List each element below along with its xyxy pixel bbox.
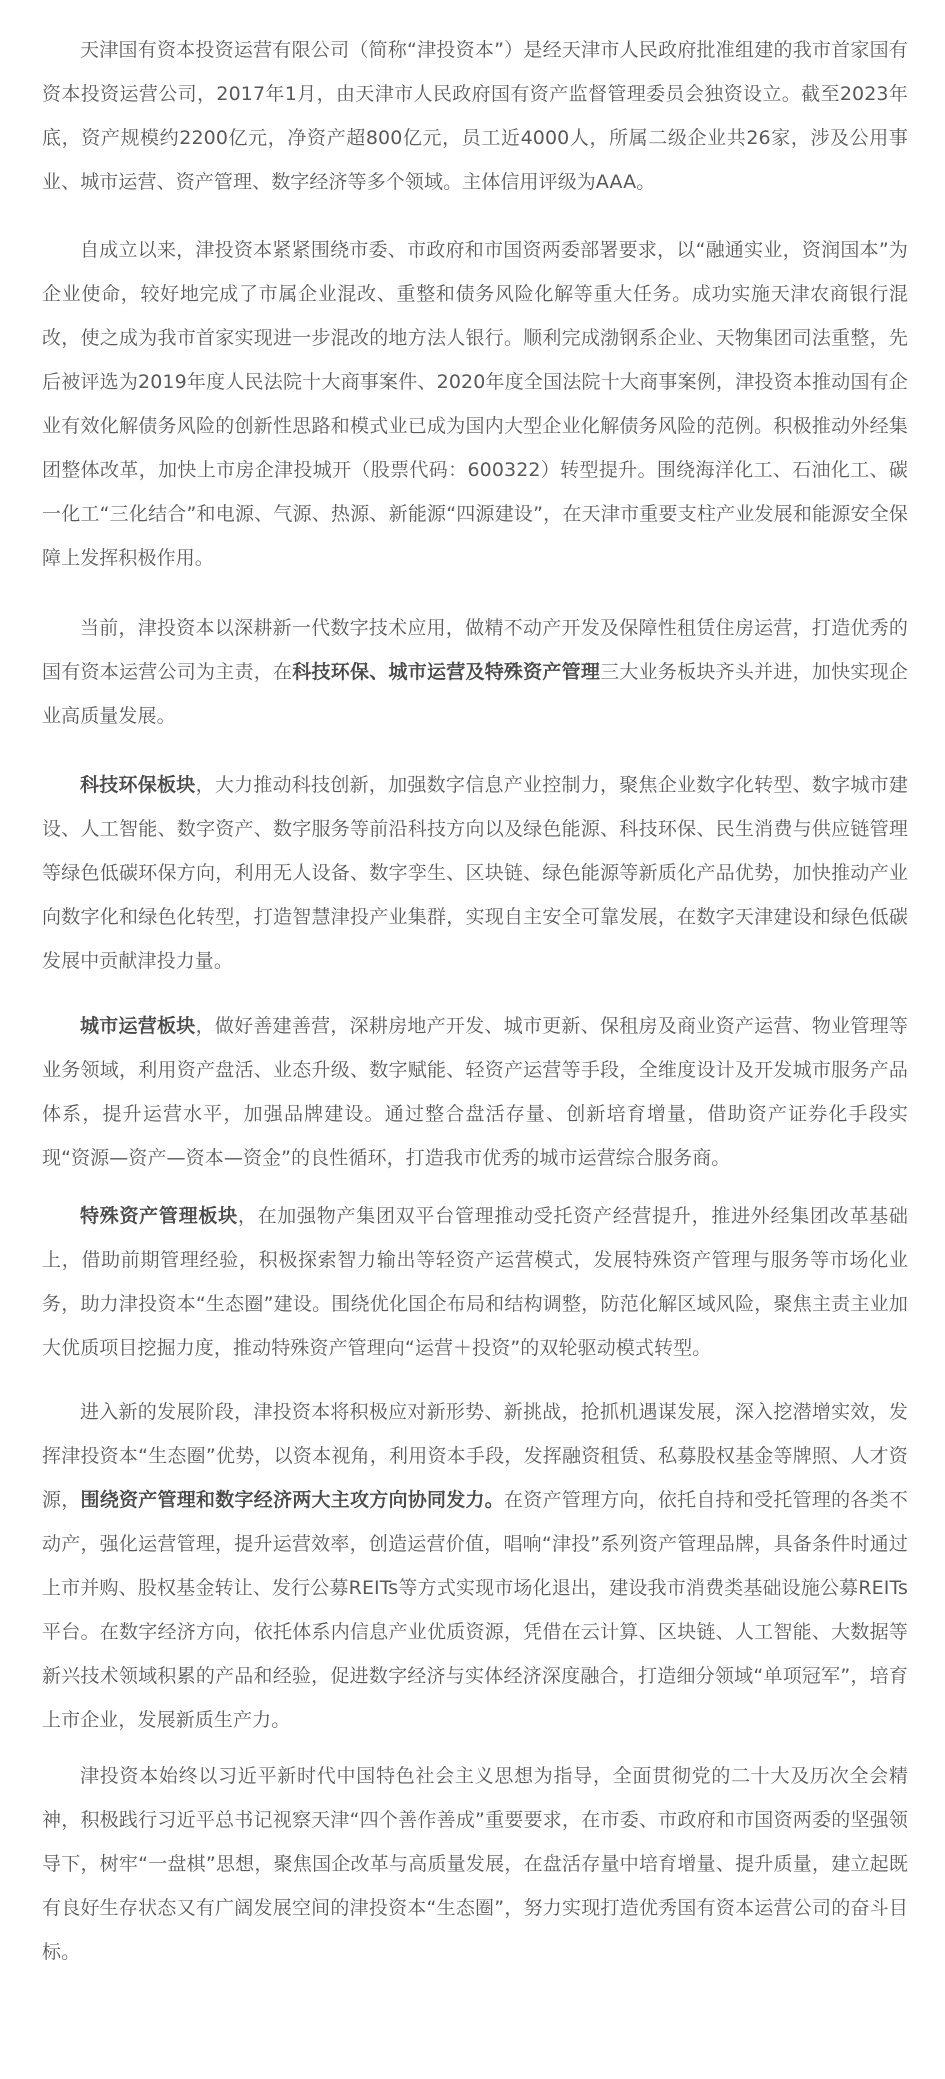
segment-heading-tech-environment: 科技环保板块 [80,774,196,796]
paragraph-text: 自成立以来，津投资本紧紧围绕市委、市政府和市国资两委部署要求，以“融通实业，资润国本”为企业使命，较好地完成了市属企业混改、重整和债务风险化解等重大任务。成功实施天津农商银行混改，使之成为我市首家实现进一步混改的地方法人银行。顺利完成渤钢系企业、天物集团司法重整，先后被评选为2019年度人民法院十大商事案件、2020年度全国法院十大商事案例，津投资本推动国有企业有效化解债务风险的创新性思路和模式业已成为国内大型企业化解债务风险的范例。积极推动外经集团整体改革，加快上市房企津投城开（股票代码：600322）转型提升。围绕海洋化工、石油化工、碳一化工“三化结合”和电源、气源、热源、新能源“四源建设”，在天津市重要支柱产业发展和能源安全保障上发挥积极作用。 [42,239,908,569]
paragraph-text-post: 三大业务板块齐头并进，加快实现企业高质量发展。 [42,661,908,727]
paragraph-text: ，大力推动科技创新，加强数字信息产业控制力，聚焦企业数字化转型、数字城市建设、人工智能、数字资产、数字服务等前沿科技方向以及绿色能源、科技环保、民生消费与供应链管理等绿色低碳环保方向，利用无人设备、数字孪生、区块链、绿色能源等新质化产品优势，加快推动产业向数字化和绿色化转型，打造智慧津投产业集群，实现自主安全可靠发展，在数字天津建设和绿色低碳发展中贡献津投力量。 [42,774,908,972]
segment-heading-city-operation: 城市运营板块 [80,1015,196,1037]
paragraph-text: ，做好善建善营，深耕房地产开发、城市更新、保租房及商业资产运营、物业管理等业务领域，利用资产盘活、业态升级、数字赋能、轻资产运营等手段，全维度设计及开发城市服务产品体系，提升运营水平，加强品牌建设。通过整合盘活存量、创新培育增量，借助资产证券化手段实现“资源—资产—资本—资金”的良性循环，打造我市优秀的城市运营综合服务商。 [42,1015,908,1169]
paragraph-text: ，在加强物产集团双平台管理推动受托资产经营提升，推进外经集团改革基础上，借助前期管理经验，积极探索智力输出等轻资产运营模式，发展特殊资产管理与服务等市场化业务，助力津投资本“生态圈”建设。围绕优化国企布局和结构调整，防范化解区域风险，聚焦主责主业加大优质项目挖掘力度，推动特殊资产管理向“运营＋投资”的双轮驱动模式转型。 [42,1205,908,1359]
paragraph-special-assets-segment [42,1194,908,1370]
paragraph-text-pre: 当前，津投资本以深耕新一代数字技术应用，做精不动产开发及保障性租赁住房运营，打造优秀的国有资本运营公司为主责，在 [42,617,908,683]
blank-footer-area [0,1880,945,2079]
paragraph-company-overview [42,28,908,204]
strategy-highlight: 围绕资产管理和数字经济两大主攻方向协同发力。 [80,1489,504,1511]
article-body [42,28,908,1974]
paragraph-text: 津投资本始终以习近平新时代中国特色社会主义思想为指导，全面贯彻党的二十大及历次全会精神，积极践行习近平总书记视察天津“四个善作善成”重要要求，在市委、市政府和市国资两委的坚强领导下，树牢“一盘棋”思想，聚焦国企改革与高质量发展，在盘活存量中培育增量、提升质量，建立起既有良好生存状态又有广阔发展空间的津投资本“生态圈”，努力实现打造优秀国有资本运营公司的奋斗目标。 [42,1765,908,1963]
paragraph-city-operation-segment [42,1004,908,1180]
paragraph-history [42,228,908,580]
paragraph-current-focus [42,606,908,738]
segment-heading-special-assets: 特殊资产管理板块 [80,1205,238,1227]
paragraph-tech-environment-segment [42,763,908,983]
paragraph-text: 天津国有资本投资运营有限公司（简称“津投资本”）是经天津市人民政府批准组建的我市首家国有资本投资运营公司，2017年1月，由天津市人民政府国有资产监督管理委员会独资设立。截至2023年底，资产规模约2200亿元，净资产超800亿元，员工近4000人，所属二级企业共26家，涉及公用事业、城市运营、资产管理、数字经济等多个领域。主体信用评级为AAA。 [42,39,908,193]
paragraph-text-pre: 进入新的发展阶段，津投资本将积极应对新形势、新挑战，抢抓机遇谋发展，深入挖潜增实效，发挥津投资本“生态圈”优势，以资本视角，利用资本手段，发挥融资租赁、私募股权基金等牌照、人才资源， [42,1401,908,1511]
paragraph-text-post: 在资产管理方向，依托自持和受托管理的各类不动产，强化运营管理，提升运营效率，创造运营价值，唱响“津投”系列资产管理品牌，具备条件时通过上市并购、股权基金转让、发行公募REITs等方式实现市场化退出，建设我市消费类基础设施公募REITs平台。在数字经济方向，依托体系内信息产业优质资源，凭借在云计算、区块链、人工智能、大数据等新兴技术领域积累的产品和经验，促进数字经济与实体经济深度融合，打造细分领域“单项冠军”，培育上市企业，发展新质生产力。 [42,1489,909,1731]
business-segments-highlight: 科技环保、城市运营及特殊资产管理 [292,661,601,683]
paragraph-new-development-stage [42,1390,908,1742]
